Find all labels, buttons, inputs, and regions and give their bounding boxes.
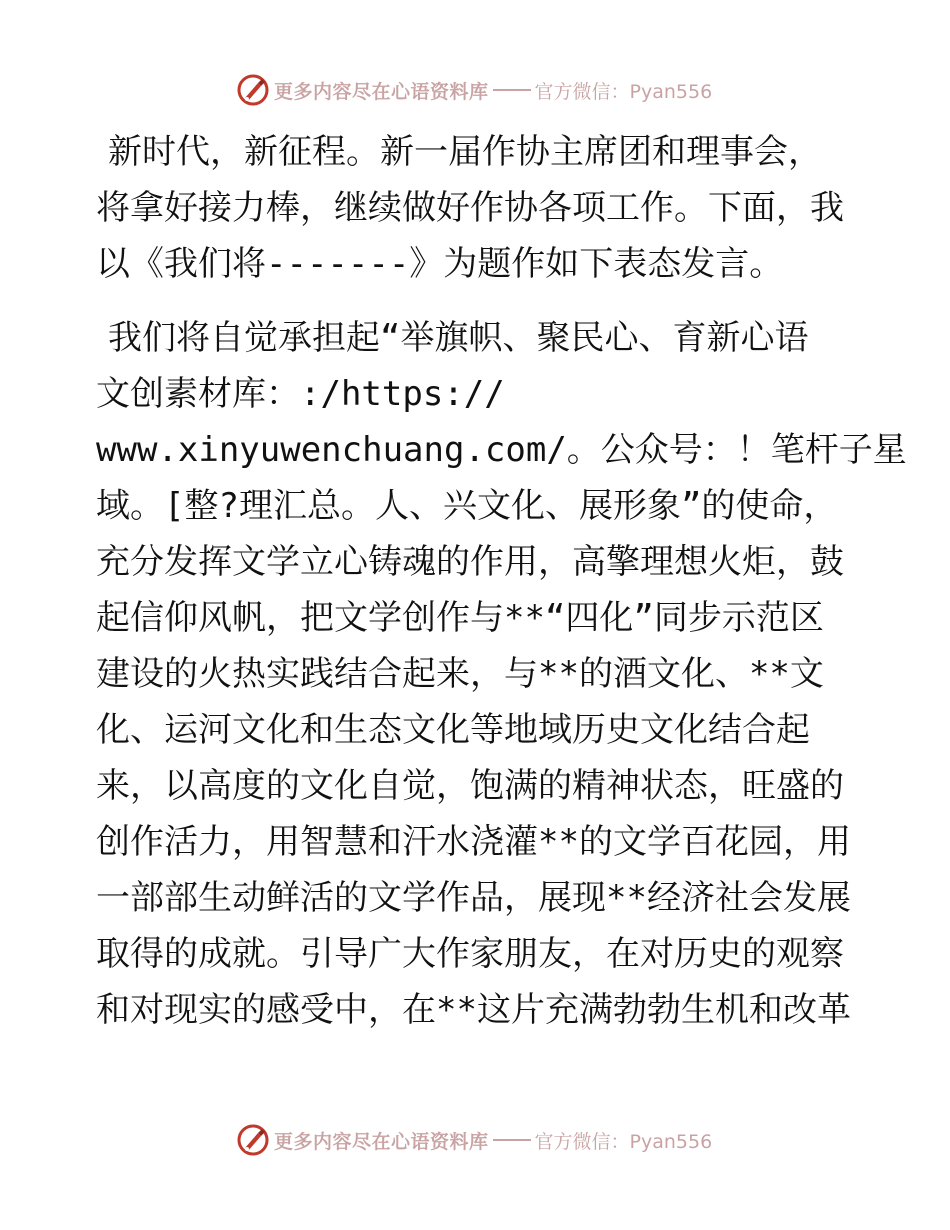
text-line: 文创素材库：:/https:// [96, 374, 505, 414]
text-line: 化、运河文化和生态文化等地域历史文化结合起 [96, 710, 810, 750]
pen-logo-icon [236, 73, 270, 107]
text-line: 取得的成就。引导广大作家朋友，在对历史的观察 [96, 934, 844, 974]
text-line: www.xinyuwenchuang.com/。公众号：！笔杆子星 [96, 430, 907, 470]
text-line: 我们将自觉承担起“举旗帜、聚民心、育新心语 [108, 318, 809, 358]
text-line: 和对现实的感受中，在**这片充满勃勃生机和改革 [96, 990, 851, 1030]
text-line: 将拿好接力棒，继续做好作协各项工作。下面，我 [96, 188, 844, 228]
text-line: 域。[整?理汇总。人、兴文化、展形象”的使命， [96, 486, 838, 526]
banner-account: 官方微信：Pyan556 [534, 1130, 713, 1153]
footer-banner [236, 1122, 716, 1158]
document-body [96, 124, 907, 1038]
banner-slogan: 更多内容尽在心语资料库 [274, 1130, 489, 1153]
paragraph [96, 310, 907, 1038]
text-line: 一部部生动鲜活的文学作品，展现**经济社会发展 [96, 878, 851, 918]
banner-dash [493, 1139, 531, 1141]
text-line: 新时代，新征程。新一届作协主席团和理事会， [108, 132, 822, 172]
banner-account: 官方微信：Pyan556 [534, 80, 713, 103]
text-line: 充分发挥文学立心铸魂的作用，高擎理想火炬，鼓 [96, 542, 844, 582]
text-line: 起信仰风帆，把文学创作与**“四化”同步示范区 [96, 598, 824, 638]
text-line: 以《我们将-------》为题作如下表态发言。 [96, 244, 784, 284]
banner-dash [493, 89, 531, 91]
paragraph [96, 124, 856, 292]
text-line: 建设的火热实践结合起来，与**的酒文化、**文 [96, 654, 824, 694]
banner-slogan: 更多内容尽在心语资料库 [274, 80, 489, 103]
pen-logo-icon [236, 1123, 270, 1157]
text-line: 来，以高度的文化自觉，饱满的精神状态，旺盛的 [96, 766, 844, 806]
text-line: 创作活力，用智慧和汗水浇灌**的文学百花园，用 [96, 822, 851, 862]
header-banner [236, 72, 716, 108]
